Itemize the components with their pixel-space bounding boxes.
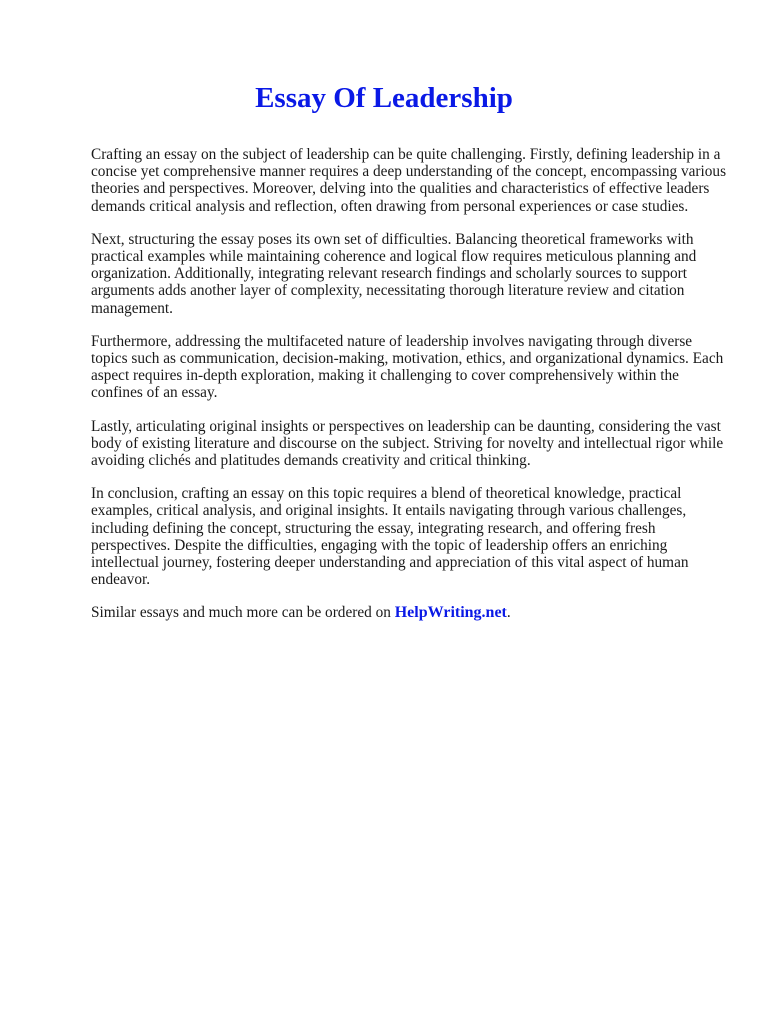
footer-line [91,604,731,621]
footer-suffix: . [506,604,511,622]
page-title: Essay Of Leadership [255,82,513,114]
essay-body [91,146,731,638]
paragraph-3: Furthermore, addressing the multifaceted nature of leadership involves navigating through diverse topics such as communication, decision-making, motivation, ethics, and organizational dynamics. Each aspect requires in-depth exploration, making it challenging to cover comprehensively within the confines of an essay. [91,332,724,402]
paragraph-2: Next, structuring the essay poses its own set of difficulties. Balancing theoretical frameworks with practical examples while maintaining coherence and logical flow requires meticulous planning and organization. Additionally, integrating relevant research findings and scholarly sources to support arguments adds another layer of complexity, necessitating thorough literature review and citation management. [91,230,697,317]
paragraph-4: Lastly, articulating original insights or perspectives on leadership can be daunting, considering the vast body of existing literature and discourse on the subject. Striving for novelty and intellectual rigor while avoiding clichés and platitudes demands creativity and critical thinking. [91,417,724,470]
paragraph-5: In conclusion, crafting an essay on this topic requires a blend of theoretical knowledge, practical examples, critical analysis, and original insights. It entails navigating through various challenges, including defining the concept, structuring the essay, integrating research, and offering fresh perspectives. Despite the difficulties, engaging with the topic of leadership offers an enriching intellectual journey, fostering deeper understanding and appreciation of this vital aspect of human endeavor. [91,485,689,589]
helpwriting-link[interactable]: HelpWriting.net [394,604,507,622]
footer-prefix: Similar essays and much more can be ordered on [91,604,395,622]
paragraph-1: Crafting an essay on the subject of leadership can be quite challenging. Firstly, defining leadership in a concise yet comprehensive manner requires a deep understanding of the concept, encompassing various theories and perspectives. Moreover, delving into the qualities and characteristics of effective leaders demands critical analysis and reflection, often drawing from personal experiences or case studies. [91,146,727,215]
